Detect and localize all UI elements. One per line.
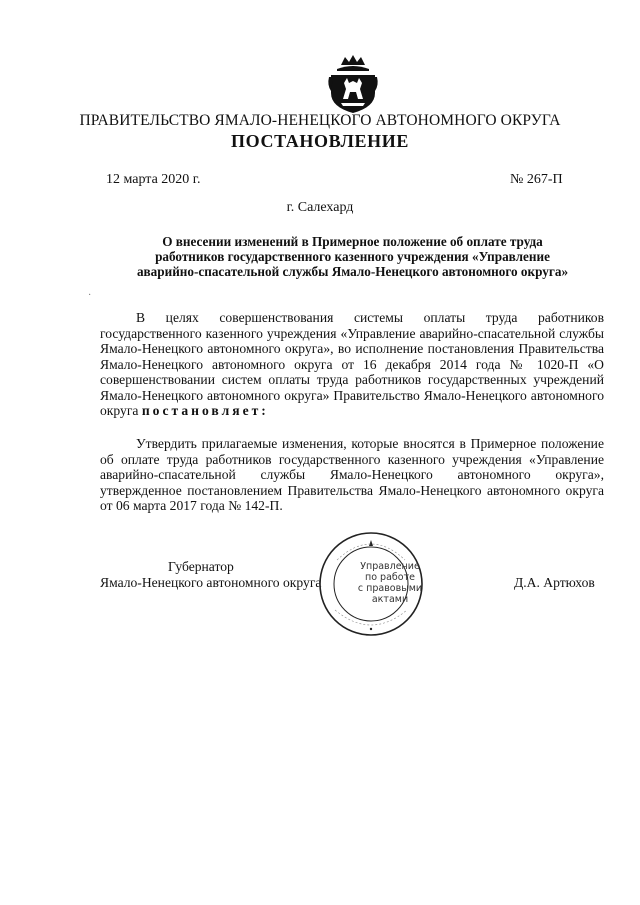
stamp-line: по работе — [365, 572, 415, 583]
stamp-line: с правовыми — [357, 583, 423, 594]
document-type: ПОСТАНОВЛЕНИЕ — [231, 131, 409, 151]
signatory-region: Ямало-Ненецкого автономного округа — [100, 575, 322, 590]
decree-title-line: О внесении изменений в Примерное положение об оплате труда — [162, 234, 543, 249]
decree-title-line: аварийно-спасательной службы Ямало-Ненецкого автономного округа» — [136, 264, 569, 279]
stamp-text — [356, 561, 424, 605]
decree-title — [110, 234, 595, 279]
government-name: ПРАВИТЕЛЬСТВО ЯМАЛО-НЕНЕЦКОГО АВТОНОМНОГО ОКРУГА — [79, 112, 561, 129]
decree-date: 12 марта 2020 г. — [106, 172, 201, 187]
operative-paragraph — [100, 436, 604, 514]
stamp-line: актами — [371, 594, 409, 605]
operative-text: Утвердить прилагаемые изменения, которые вносятся в Примерное положение об оплате труда работников государственного казенного учреждения «Управление аварийно-спасательной службы Ямало-Ненецкого автономного округа», утвержденное постановлением Правительства Ямало-Ненецкого автономного округа от 06 марта 2017 года № 142-П. — [100, 436, 604, 513]
preamble-paragraph — [100, 310, 604, 419]
decree-number: № 267-П — [510, 172, 563, 187]
coat-of-arms-emblem — [327, 55, 379, 115]
stamp-line: Управление — [360, 561, 420, 572]
signatory-title: Губернатор — [168, 559, 234, 574]
decree-city: г. Салехард — [286, 200, 354, 215]
preamble-text: В целях совершенствования системы оплаты труда работников государственного казенного учреждения «Управление аварийно-спасательной службы Ямало-Ненецкого автономного округа», во исполнение постановления Правительства Ямало-Ненецкого автономного округа от 16 декабря 2014 года № 1020-П «О совершенствовании систем оплаты труда работников государственных учреждений Ямало-Ненецкого автономного округа» Правительство Ямало-Ненецкого автономного округа — [100, 310, 604, 418]
margin-mark: · — [88, 290, 92, 301]
signatory-name: Д.А. Артюхов — [514, 575, 595, 590]
decree-title-line: работников государственного казенного учреждения «Управление — [155, 249, 550, 264]
resolve-word: постановляет: — [141, 403, 269, 418]
